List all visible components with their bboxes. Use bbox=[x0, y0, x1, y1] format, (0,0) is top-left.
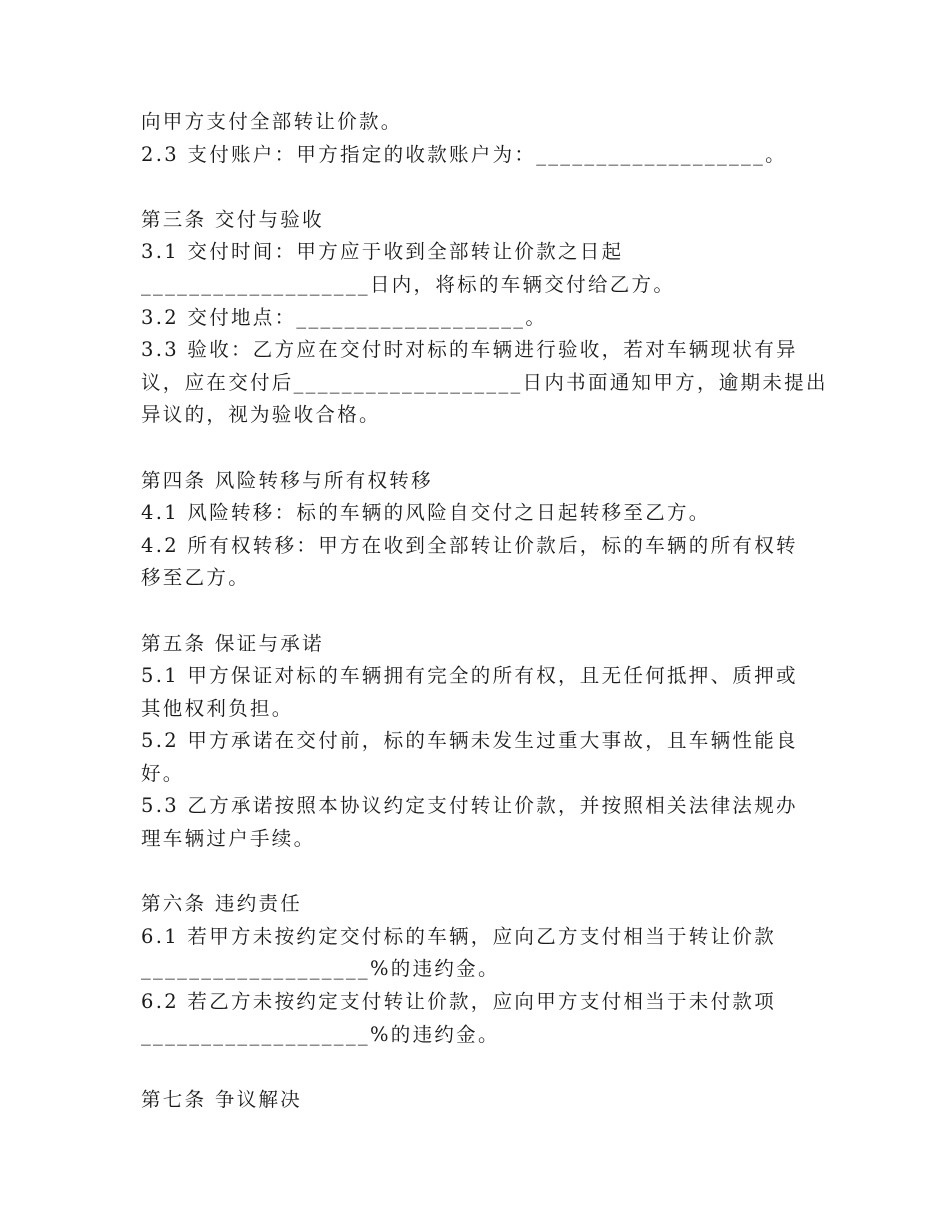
section-heading: 第五条 保证与承诺 bbox=[141, 631, 324, 655]
text-line: 2.3 支付账户：甲方指定的收款账户为：___________________。 bbox=[141, 142, 787, 166]
section-heading: 第七条 争议解决 bbox=[141, 1087, 303, 1111]
text-line: 向甲方支付全部转让价款。 bbox=[141, 110, 403, 133]
text-line: 3.1 交付时间：甲方应于收到全部转让价款之日起 bbox=[141, 240, 624, 264]
text-line: 5.1 甲方保证对标的车辆拥有完全的所有权，且无任何抵押、质押或 bbox=[141, 664, 798, 688]
text-line: 5.2 甲方承诺在交付前，标的车辆未发生过重大事故，且车辆性能良 bbox=[141, 729, 798, 753]
text-line: 6.1 若甲方未按约定交付标的车辆，应向乙方支付相当于转让价款 bbox=[141, 924, 777, 948]
text-line: 3.2 交付地点：___________________。 bbox=[141, 305, 548, 329]
text-line: 4.2 所有权转移：甲方在收到全部转让价款后，标的车辆的所有权转 bbox=[141, 533, 798, 557]
section-heading: 第六条 违约责任 bbox=[141, 892, 303, 916]
text-line: ___________________%的违约金。 bbox=[141, 957, 500, 981]
paragraph-gap bbox=[141, 1051, 811, 1084]
paragraph-gap bbox=[141, 171, 811, 204]
text-line: 3.3 验收：乙方应在交付时对标的车辆进行验收，若对车辆现状有异 bbox=[141, 338, 798, 362]
text-line: 其他权利负担。 bbox=[141, 696, 294, 720]
section-heading: 第三条 交付与验收 bbox=[141, 207, 324, 231]
paragraph-gap bbox=[141, 856, 811, 889]
text-line: 异议的，视为验收合格。 bbox=[141, 403, 381, 427]
text-line: ___________________日内，将标的车辆交付给乙方。 bbox=[141, 272, 676, 296]
paragraph-gap bbox=[141, 432, 811, 465]
text-line: 4.1 风险转移：标的车辆的风险自交付之日起转移至乙方。 bbox=[141, 501, 711, 525]
text-line: 6.2 若乙方未按约定支付转让价款，应向甲方支付相当于未付款项 bbox=[141, 990, 777, 1014]
text-line: 5.3 乙方承诺按照本协议约定支付转让价款，并按照相关法律法规办 bbox=[141, 794, 798, 818]
text-line: ___________________%的违约金。 bbox=[141, 1022, 500, 1046]
text-line: 好。 bbox=[141, 761, 185, 785]
text-line: 理车辆过户手续。 bbox=[141, 827, 316, 851]
document-page bbox=[141, 106, 828, 1116]
text-line: 议，应在交付后___________________日内书面通知甲方，逾期未提出 bbox=[141, 370, 828, 394]
section-heading: 第四条 风险转移与所有权转移 bbox=[141, 468, 433, 492]
text-line: 移至乙方。 bbox=[141, 566, 251, 590]
paragraph-gap bbox=[141, 595, 811, 628]
